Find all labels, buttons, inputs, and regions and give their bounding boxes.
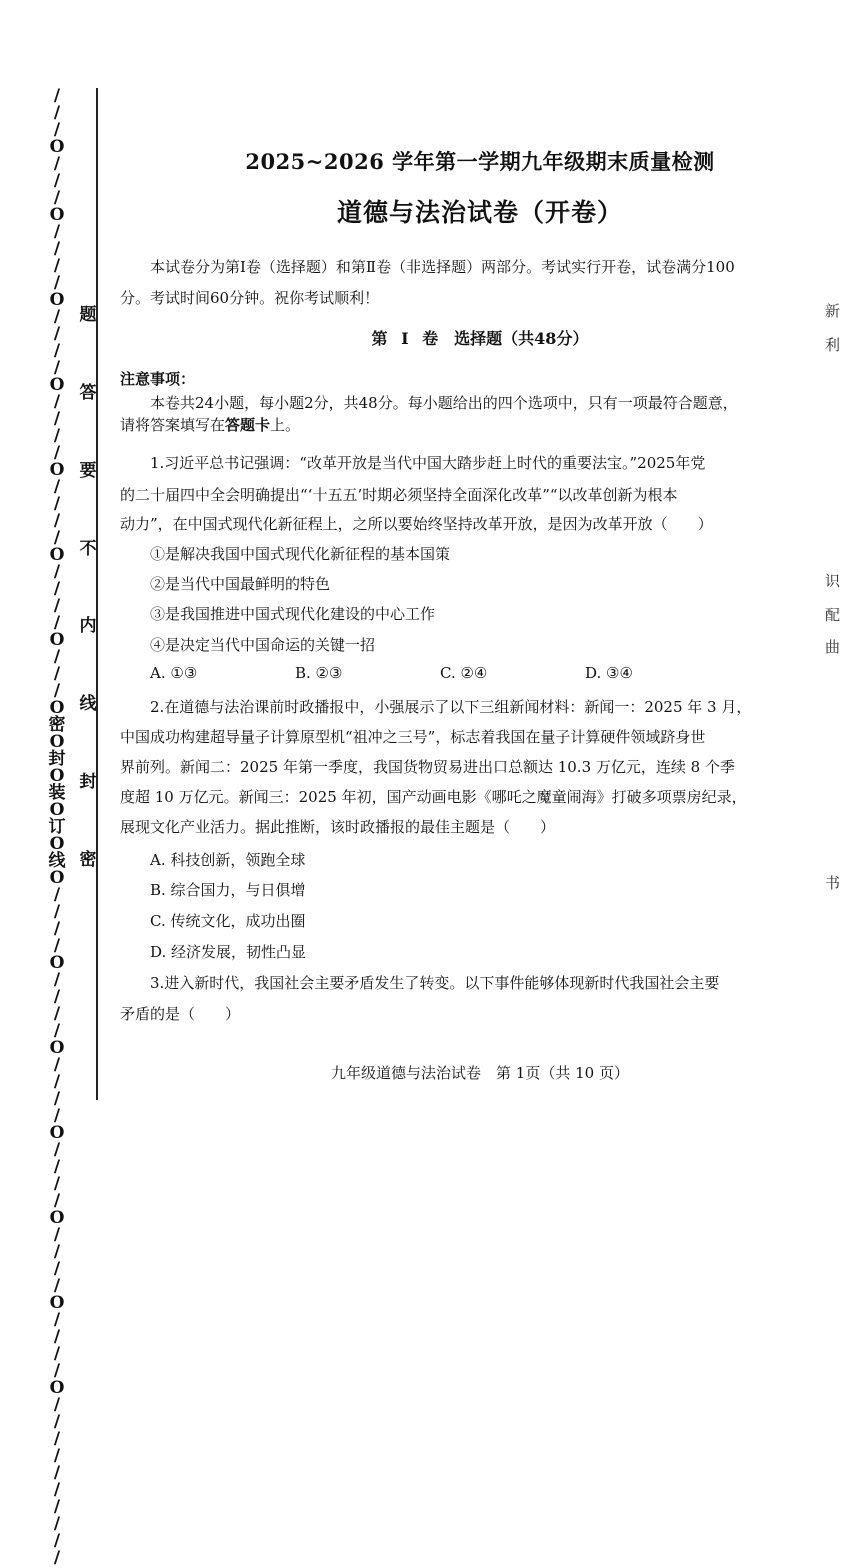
edge-char: 配 <box>825 606 841 624</box>
binding-mark: / <box>53 222 61 242</box>
binding-mark: / <box>53 1446 61 1466</box>
q2-line-3: 界前列。新闻二：2025 年第一季度，我国货物贸易进出口总额达 10.3 万亿元，连续 8 个季 <box>120 758 735 776</box>
exam-title: 2025~2026 学年第一学期九年级期末质量检测 <box>245 149 715 174</box>
binding-mark: / <box>53 358 61 378</box>
binding-mark: / <box>53 1276 61 1296</box>
q2-line-4: 度超 10 万亿元。新闻三：2025 年初，国产动画电影《哪吒之魔童闹海》打破多项票房纪录， <box>120 788 747 806</box>
binding-mark: / <box>53 103 61 123</box>
exam-subtitle: 道德与法治试卷（开卷） <box>336 198 623 227</box>
seal-word: 内 <box>79 616 97 637</box>
binding-mark: O <box>49 1123 65 1143</box>
binding-mark: / <box>53 919 61 939</box>
seal-word: 题 <box>79 305 97 325</box>
binding-mark: / <box>53 494 61 514</box>
q3-line-2: 矛盾的是（ ） <box>120 1005 241 1023</box>
binding-mark: / <box>53 120 61 140</box>
seal-word: 答 <box>79 382 97 403</box>
binding-mark: O <box>49 1208 65 1228</box>
binding-mark: / <box>53 562 61 582</box>
binding-mark: / <box>53 1463 61 1483</box>
page-footer: 九年级道德与法治试卷 第 1页（共 10 页） <box>331 1064 629 1082</box>
binding-mark: 线 <box>48 851 66 871</box>
q2-option-d: D. 经济发展，韧性凸显 <box>150 943 307 961</box>
seal-word: 密 <box>79 849 97 870</box>
binding-mark: / <box>53 681 61 701</box>
notice-line-1: 本卷共24小题，每小题2分，共48分。每小题给出的四个选项中，只有一项最符合题意， <box>150 394 738 412</box>
binding-mark: / <box>53 1089 61 1109</box>
binding-mark: O <box>49 1293 65 1313</box>
binding-mark: / <box>53 1497 61 1517</box>
binding-mark: / <box>53 171 61 191</box>
binding-mark: / <box>53 1191 61 1211</box>
binding-mark: O <box>49 460 65 480</box>
binding-mark: O <box>49 953 65 973</box>
edge-char: 曲 <box>825 638 841 656</box>
binding-mark: / <box>53 1344 61 1364</box>
binding-mark: / <box>53 154 61 174</box>
binding-mark: / <box>53 1072 61 1092</box>
binding-mark: / <box>53 1004 61 1024</box>
binding-mark: O <box>49 1038 65 1058</box>
binding-mark: / <box>53 1395 61 1415</box>
binding-mark: / <box>53 613 61 633</box>
binding-mark: / <box>53 528 61 548</box>
binding-mark: / <box>53 1106 61 1126</box>
binding-mark: / <box>53 1361 61 1381</box>
binding-mark: / <box>53 86 61 106</box>
binding-mark: / <box>53 987 61 1007</box>
binding-mark: / <box>53 256 61 276</box>
binding-mark: / <box>53 1531 61 1551</box>
q1-item-3: ③是我国推进中国式现代化建设的中心工作 <box>150 605 436 623</box>
q2-option-c: C. 传统文化，成功出圈 <box>150 912 306 930</box>
binding-mark: O <box>49 698 65 718</box>
binding-mark: / <box>53 1259 61 1279</box>
binding-mark: 封 <box>48 749 66 769</box>
binding-mark: O <box>49 1378 65 1398</box>
q1-line-2: 的二十届四中全会明确提出“‘十五五’时期必须坚持全面深化改革”“以改革创新为根本 <box>120 486 678 504</box>
binding-mark: / <box>53 239 61 259</box>
binding-mark: / <box>53 1310 61 1330</box>
seal-warning-text <box>78 300 98 870</box>
binding-mark: / <box>53 1548 61 1568</box>
binding-mark: 装 <box>48 783 66 803</box>
binding-mark: / <box>53 324 61 344</box>
q1-item-4: ④是决定当代中国命运的关键一招 <box>150 636 376 654</box>
q1-line-1: 1.习近平总书记强调：“改革开放是当代中国大踏步赶上时代的重要法宝。”2025年党 <box>150 454 706 472</box>
binding-mark: / <box>53 664 61 684</box>
q1-item-2: ②是当代中国最鲜明的特色 <box>150 575 331 593</box>
binding-mark: O <box>49 732 65 752</box>
seal-word: 不 <box>79 538 97 559</box>
binding-mark: O <box>49 137 65 157</box>
binding-mark: / <box>53 1021 61 1041</box>
binding-mark: / <box>53 426 61 446</box>
binding-mark: / <box>53 443 61 463</box>
section-title: 第 Ⅰ 卷 选择题（共48分） <box>371 329 589 348</box>
seal-word: 封 <box>79 772 97 793</box>
binding-mark: / <box>53 579 61 599</box>
edge-char: 利 <box>825 336 841 354</box>
binding-mark: / <box>53 1157 61 1177</box>
binding-mark: / <box>53 1412 61 1432</box>
binding-mark: / <box>53 885 61 905</box>
binding-mark: O <box>49 290 65 310</box>
binding-mark: / <box>53 596 61 616</box>
binding-mark: 订 <box>48 817 66 837</box>
binding-mark: O <box>49 766 65 786</box>
binding-mark: / <box>53 1225 61 1245</box>
binding-mark: O <box>49 545 65 565</box>
notice-title: 注意事项： <box>120 370 196 388</box>
edge-char: 新 <box>825 302 841 320</box>
binding-mark: / <box>53 1480 61 1500</box>
seal-word: 要 <box>79 460 97 481</box>
q1-item-1: ①是解决我国中国式现代化新征程的基本国策 <box>150 545 451 563</box>
binding-mark: / <box>53 936 61 956</box>
binding-mark: / <box>53 970 61 990</box>
binding-mark: / <box>53 341 61 361</box>
binding-mark: O <box>49 800 65 820</box>
binding-mark: / <box>53 511 61 531</box>
seal-word: 线 <box>79 694 97 715</box>
binding-mark: O <box>49 834 65 854</box>
binding-mark: / <box>53 188 61 208</box>
q1-option-d: D. ③④ <box>585 664 633 682</box>
binding-mark: / <box>53 647 61 667</box>
q2-line-1: 2.在道德与法治课前时政播报中，小强展示了以下三组新闻材料：新闻一：2025 年 3 月， <box>150 698 752 716</box>
binding-mark: / <box>53 1242 61 1262</box>
binding-mark: O <box>49 630 65 650</box>
q2-line-2: 中国成功构建超导量子计算原型机“祖冲之三号”，标志着我国在量子计算硬件领域跻身世 <box>120 728 706 746</box>
edge-char: 识 <box>825 572 841 590</box>
q1-option-b: B. ②③ <box>295 664 343 682</box>
binding-mark: / <box>53 409 61 429</box>
binding-mark: O <box>49 375 65 395</box>
binding-mark: / <box>53 1055 61 1075</box>
q2-line-5: 展现文化产业活力。据此推断，该时政播报的最佳主题是（ ） <box>120 818 556 836</box>
intro-paragraph: 本试卷分为第Ⅰ卷（选择题）和第Ⅱ卷（非选择题）两部分。考试实行开卷，试卷满分100分。考试时间60分钟。祝你考试顺利！ <box>120 258 735 307</box>
q1-line-3: 动力”，在中国式现代化新征程上，之所以要始终坚持改革开放，是因为改革开放（ ） <box>120 515 713 533</box>
binding-mark: / <box>53 307 61 327</box>
q2-option-b: B. 综合国力，与日俱增 <box>150 881 306 899</box>
q2-option-a: A. 科技创新，领跑全球 <box>150 851 306 869</box>
binding-mark: 密 <box>48 715 66 735</box>
binding-line-marks <box>41 86 73 1568</box>
q1-option-a: A. ①③ <box>150 664 198 682</box>
binding-mark: / <box>53 1174 61 1194</box>
binding-mark: / <box>53 902 61 922</box>
binding-mark: / <box>53 273 61 293</box>
binding-mark: / <box>53 1514 61 1534</box>
binding-mark: O <box>49 868 65 888</box>
q3-line-1: 3.进入新时代，我国社会主要矛盾发生了转变。以下事件能够体现新时代我国社会主要 <box>150 974 720 992</box>
binding-mark: / <box>53 477 61 497</box>
notice-line-2: 请将答案填写在答题卡上。 <box>120 416 301 434</box>
binding-mark: / <box>53 1140 61 1160</box>
binding-mark: / <box>53 1429 61 1449</box>
binding-mark: O <box>49 205 65 225</box>
binding-mark: / <box>53 392 61 412</box>
edge-char: 书 <box>825 874 841 892</box>
q1-option-c: C. ②④ <box>440 664 488 682</box>
binding-mark: / <box>53 1327 61 1347</box>
